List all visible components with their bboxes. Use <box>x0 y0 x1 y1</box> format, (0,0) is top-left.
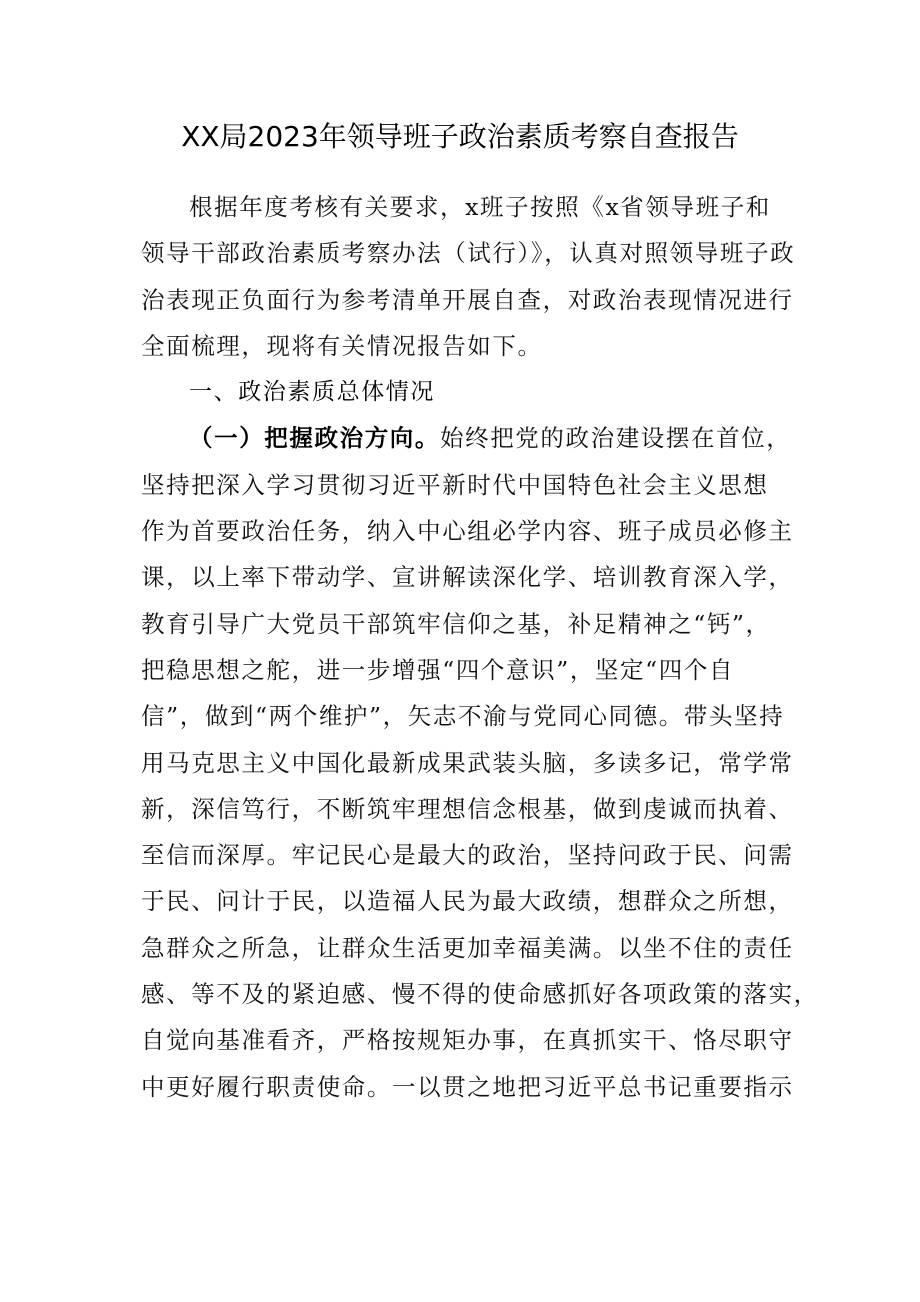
subsection-first-line <box>141 415 797 461</box>
subsection-heading: （一）把握政治方向。 <box>189 424 440 453</box>
body-line: 把稳思想之舵，进一步增强“四个意识”，坚定“四个自 <box>141 655 735 684</box>
document-body <box>141 184 819 1110</box>
body-line: 课，以上率下带动学、宣讲解读深化学、培训教育深入学， <box>141 563 794 592</box>
document-title: XX局2023年领导班子政治素质考察自查报告 <box>181 120 739 153</box>
body-line: 教育引导广大党员干部筑牢信仰之基，补足精神之“钙”， <box>141 609 771 638</box>
subsection-text: 始终把党的政治建设摆在首位， <box>440 424 792 453</box>
body-line: 自觉向基准看齐，严格按规矩办事，在真抓实干、恪尽职守 <box>141 1026 794 1055</box>
body-line: 作为首要政治任务，纳入中心组必学内容、班子成员必修主 <box>141 517 794 546</box>
body-line: 感、等不及的紧迫感、慢不得的使命感抓好各项政策的落实， <box>141 980 819 1009</box>
section-heading: 一、政治素质总体情况 <box>189 379 435 406</box>
body-line: 用马克思主义中国化最新成果武装头脑，多读多记，常学常 <box>141 748 794 777</box>
body-line: 至信而深厚。牢记民心是最大的政治，坚持问政于民、问需 <box>141 841 794 870</box>
body-line: 新，深信笃行，不断筑牢理想信念根基，做到虔诚而执着、 <box>141 794 794 823</box>
body-line: 于民、问计于民，以造福人民为最大政绩，想群众之所想， <box>141 887 794 916</box>
intro-line: 根据年度考核有关要求，x班子按照《x省领导班子和 <box>189 193 771 221</box>
body-line: 中更好履行职责使命。一以贯之地把习近平总书记重要指示 <box>141 1072 794 1101</box>
intro-line: 治表现正负面行为参考清单开展自查，对政治表现情况进行 <box>141 285 794 314</box>
body-line: 信”，做到“两个维护”，矢志不渝与党同心同德。带头坚持 <box>141 702 785 731</box>
body-line: 坚持把深入学习贯彻习近平新时代中国特色社会主义思想 <box>141 470 769 499</box>
intro-line: 全面梳理，现将有关情况报告如下。 <box>141 331 543 360</box>
body-line: 急群众之所急，让群众生活更加幸福美满。以坐不住的责任 <box>141 933 794 962</box>
intro-line: 领导干部政治素质考察办法（试行）》，认真对照领导班子政 <box>141 239 796 268</box>
